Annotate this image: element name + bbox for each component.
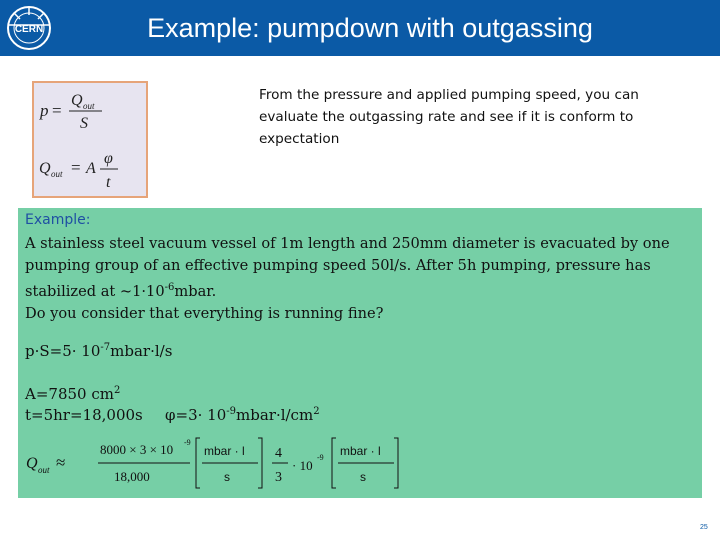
qout-bracket1-left: [196, 438, 200, 488]
formula-phi: φ: [104, 150, 113, 167]
formula-p: p: [40, 101, 49, 120]
title-bar: [0, 0, 720, 56]
qout-bracket2-right: [394, 438, 398, 488]
time-line: t=5hr=18,000s: [25, 406, 143, 424]
example-heading: Example:: [25, 212, 91, 228]
problem-line1-end: mbar.: [174, 282, 217, 300]
ps-suffix: mbar·l/s: [110, 342, 173, 360]
ps-exponent: -7: [100, 342, 111, 353]
qout-bracket2-left: [332, 438, 336, 488]
formula-a: A: [86, 160, 96, 177]
formula-q2: Q: [39, 160, 51, 177]
problem-line1: A stainless steel vacuum vessel of 1m length and 250mm diameter is evacuated by one pumping group of an effective pumping speed 50l/s. After 5h pumping, pressure has stabilized at ~1·10: [25, 235, 670, 300]
ps-prefix: p·S=5· 10: [25, 342, 101, 360]
area-exponent: 2: [113, 385, 121, 396]
formula-out1: out: [83, 101, 95, 111]
formula-q1: Q: [71, 92, 83, 109]
problem-line2: Do you consider that everything is running fine?: [25, 304, 384, 322]
phi-prefix: φ=3· 10: [165, 406, 227, 424]
logo-text: CERN: [14, 24, 44, 35]
qout-bracket1-right: [258, 438, 262, 488]
formula-eq1: =: [52, 101, 62, 120]
qout-sub: out: [38, 465, 50, 475]
qout-q: Q: [26, 455, 38, 472]
qout-frac2-den: 3: [275, 470, 282, 485]
formula-graphic: [34, 83, 146, 196]
area-prefix: A=7850 cm: [25, 385, 114, 403]
qout-num1-exp: -9: [184, 438, 191, 447]
intro-text: From the pressure and applied pumping speed, you can evaluate the outgassing rate and see if it is conform to expectation: [259, 87, 639, 147]
qout-approx: ≈: [56, 453, 66, 472]
qout-unit2-num: mbar · l: [340, 444, 381, 458]
qout-unit1-den: s: [224, 470, 230, 484]
problem-text: [25, 233, 697, 325]
phi-unit-exponent: 2: [313, 406, 320, 417]
qout-num1: 8000 × 3 × 10: [100, 442, 174, 457]
pumping-throughput-line: [25, 342, 172, 360]
qout-dot: · 10: [292, 458, 313, 473]
formula-out2: out: [51, 169, 63, 179]
phi-exponent: -9: [226, 406, 236, 417]
page-number: 25: [700, 524, 708, 531]
outgassing-rate-line: [165, 406, 320, 424]
slide-title: Example: pumpdown with outgassing: [147, 13, 593, 43]
qout-exp2: -9: [317, 453, 324, 462]
area-line: [25, 385, 120, 403]
qout-formula: [18, 430, 418, 498]
formula-eq2: =: [71, 158, 81, 177]
phi-suffix: mbar·l/cm: [236, 406, 314, 424]
formula-t: t: [106, 174, 111, 191]
qout-unit2-den: s: [360, 470, 366, 484]
qout-den1: 18,000: [114, 469, 150, 484]
formula-box: [32, 81, 148, 198]
cern-logo: [4, 3, 54, 53]
qout-frac2-num: 4: [275, 446, 282, 461]
problem-exponent: -6: [164, 282, 175, 293]
qout-unit1-num: mbar · l: [204, 444, 245, 458]
example-box: [18, 208, 702, 498]
formula-s: S: [80, 115, 88, 132]
